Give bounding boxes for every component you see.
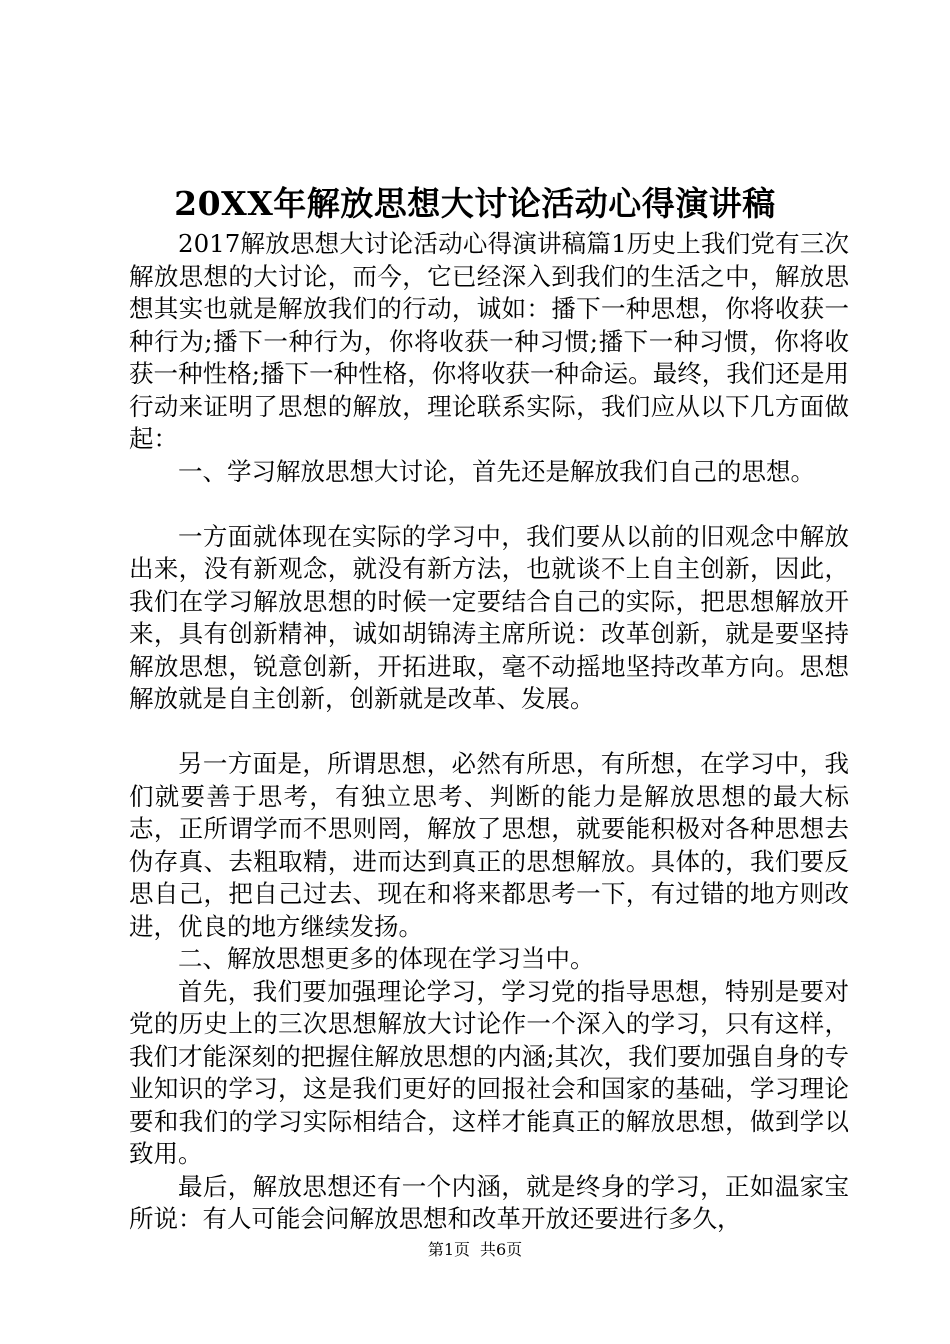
paragraph-section-two-heading: 二、解放思想更多的体现在学习当中。 (178, 944, 595, 973)
paragraph-second-aspect: 另一方面是，所谓思想，必然有所思，有所想，在学习中，我们就要善于思考，有独立思考、判断的能力是解放思想的最大标志，正所谓学而不思则罔，解放了思想，就要能积极对各种思想去伪存真、去粗取精，进而达到真正的思想解放。具体的，我们要反思自己，把自己过去、现在和将来都思考一下，有过错的地方则改进，优良的地方继续发扬。 (129, 749, 849, 941)
page-total: 共6页 (480, 1240, 523, 1259)
paragraph-firstly: 首先，我们要加强理论学习，学习党的指导思想，特别是要对党的历史上的三次思想解放大讨论作一个深入的学习，只有这样，我们才能深刻的把握住解放思想的内涵;其次，我们要加强自身的专业知识的学习，这是我们更好的回报社会和国家的基础，学习理论要和我们的学习实际相结合，这样才能真正的解放思想，做到学以致用。 (129, 976, 849, 1168)
page-number: 第1页 (427, 1240, 470, 1259)
document-body (129, 228, 849, 1236)
paragraph-first-aspect: 一方面就体现在实际的学习中，我们要从以前的旧观念中解放出来，没有新观念，就没有新方法，也就谈不上自主创新，因此，我们在学习解放思想的时候一定要结合自己的实际，把思想解放开来，具有创新精神，诚如胡锦涛主席所说：改革创新，就是要坚持解放思想，锐意创新，开拓进取，毫不动摇地坚持改革方向。思想解放就是自主创新，创新就是改革、发展。 (129, 521, 849, 713)
page-footer (0, 1239, 950, 1261)
document-title: 20XX年解放思想大讨论活动心得演讲稿 (174, 184, 776, 223)
paragraph-finally: 最后，解放思想还有一个内涵，就是终身的学习，正如温家宝所说：有人可能会问解放思想和改革开放还要进行多久， (129, 1171, 849, 1233)
paragraph-section-one-heading: 一、学习解放思想大讨论，首先还是解放我们自己的思想。 (178, 456, 815, 486)
paragraph-intro: 2017解放思想大讨论活动心得演讲稿篇1历史上我们党有三次解放思想的大讨论，而今，它已经深入到我们的生活之中，解放思想其实也就是解放我们的行动，诚如：播下一种思想，你将收获一种行为;播下一种行为，你将收获一种习惯;播下一种习惯，你将收获一种性格;播下一种性格，你将收获一种命运。最终，我们还是用行动来证明了思想的解放，理论联系实际，我们应从以下几方面做起： (129, 229, 849, 453)
